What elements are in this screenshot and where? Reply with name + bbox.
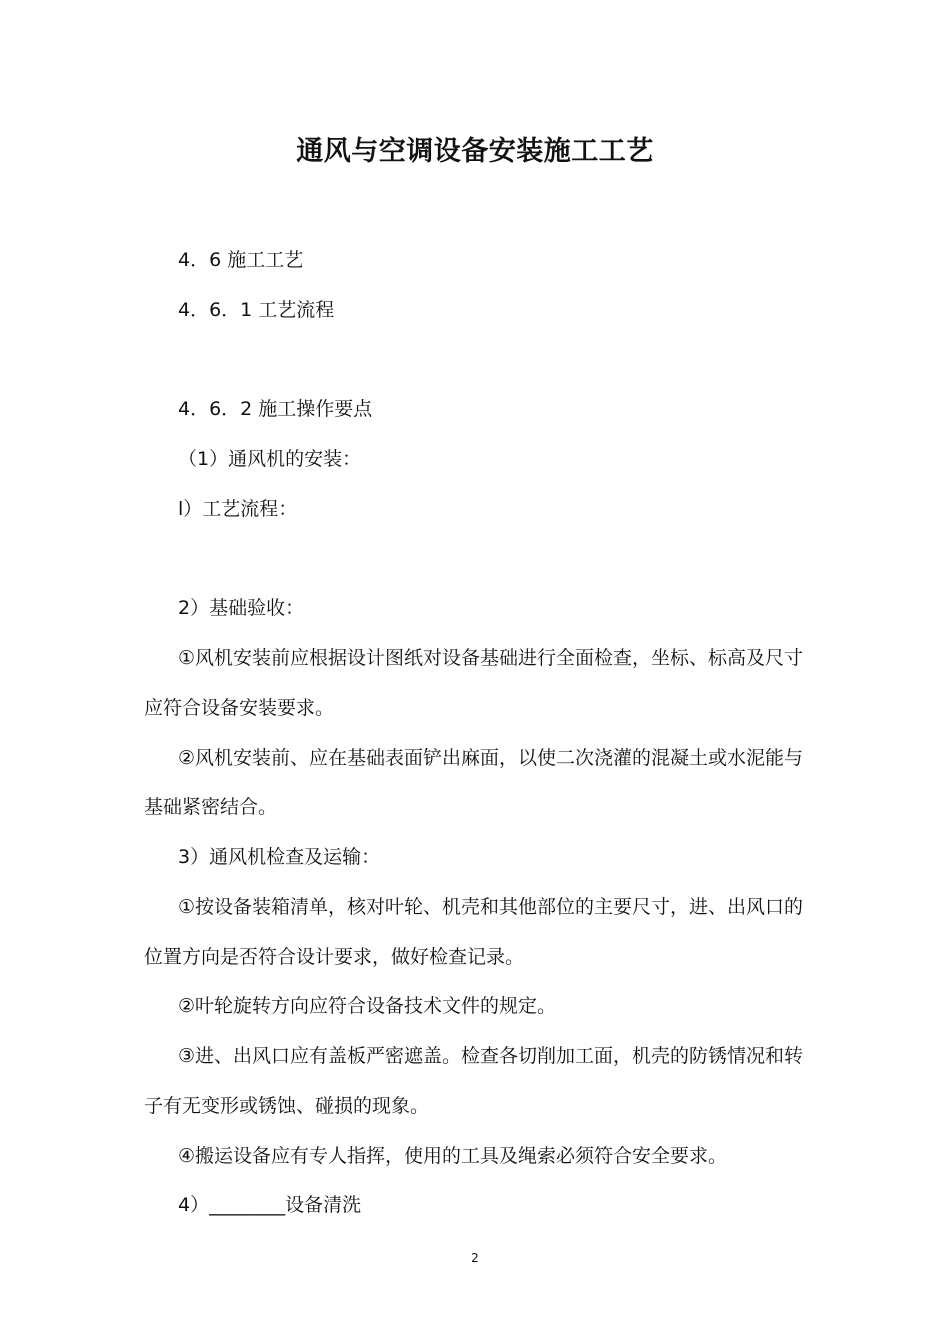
paragraph-line: ③进、出风口应有盖板严密遮盖。检查各切削加工面，机壳的防锈情况和转 — [178, 1045, 804, 1067]
paragraph-line: ①按设备装箱清单，核对叶轮、机壳和其他部位的主要尺寸，进、出风口的 — [178, 896, 804, 918]
paragraph-line: ②风机安装前、应在基础表面铲出麻面，以使二次浇灌的混凝土或水泥能与 — [178, 747, 804, 769]
section-heading: 4．6 施工工艺 — [178, 249, 304, 271]
paragraph-line: ②叶轮旋转方向应符合设备技术文件的规定。 — [178, 995, 557, 1017]
item-heading: （1）通风机的安装： — [178, 448, 362, 470]
item-heading: 3）通风机检查及运输： — [178, 846, 381, 868]
subsection-heading: 4．6．2 施工操作要点 — [178, 398, 373, 420]
item-heading: 4）________设备清洗 — [178, 1194, 362, 1216]
paragraph-line: 子有无变形或锈蚀、碰损的现象。 — [144, 1095, 430, 1117]
item-heading: 2）基础验收： — [178, 597, 305, 619]
paragraph-line: 基础紧密结合。 — [144, 796, 278, 818]
paragraph-line: ④搬运设备应有专人指挥，使用的工具及绳索必须符合安全要求。 — [178, 1145, 728, 1167]
item-heading: l）工艺流程： — [178, 498, 298, 520]
page-number: 2 — [471, 1251, 479, 1265]
paragraph-line: ①风机安装前应根据设计图纸对设备基础进行全面检查，坐标、标高及尺寸 — [178, 647, 804, 669]
paragraph-line: 位置方向是否符合设计要求，做好检查记录。 — [144, 946, 525, 968]
paragraph-line: 应符合设备安装要求。 — [144, 697, 335, 719]
document-title: 通风与空调设备安装施工工艺 — [296, 136, 654, 167]
subsection-heading: 4．6．1 工艺流程 — [178, 299, 335, 321]
